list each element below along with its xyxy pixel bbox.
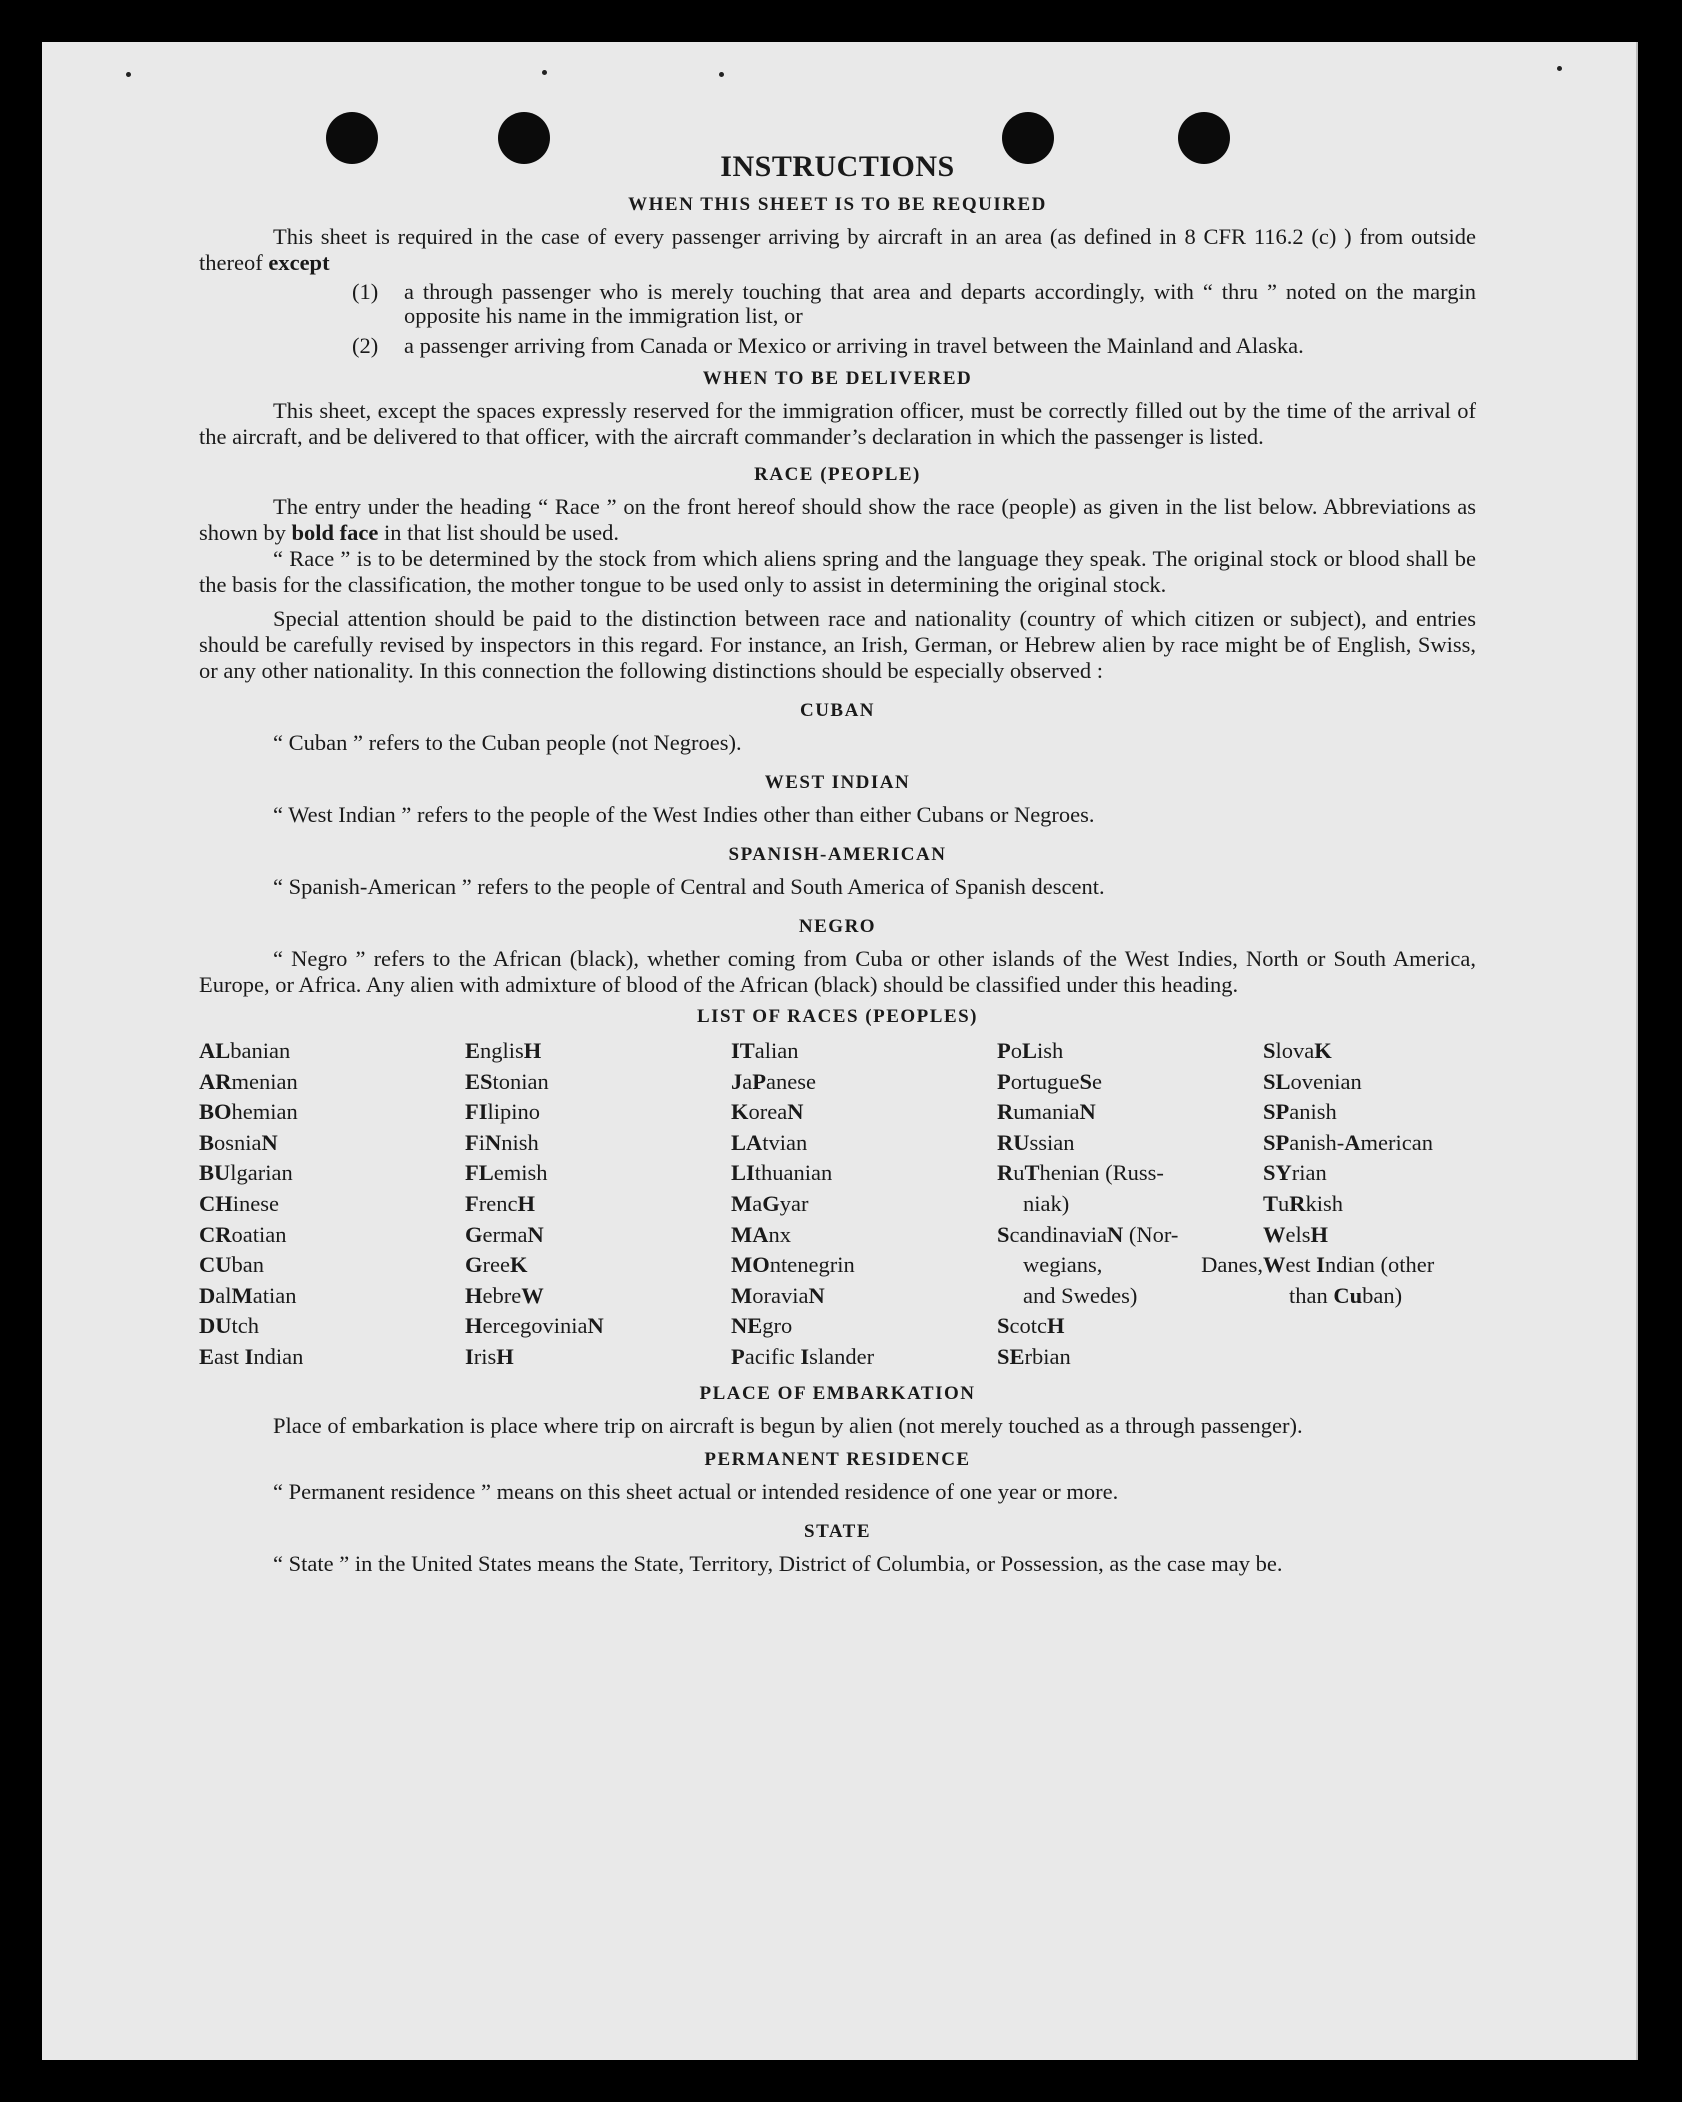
race-abbrev-bold: FL — [465, 1160, 494, 1186]
race-text: ortugue — [1010, 1068, 1080, 1094]
race-entry — [465, 1189, 731, 1220]
race-abbrev-bold: I — [244, 1343, 254, 1369]
race-abbrev-bold: E — [199, 1343, 215, 1369]
race-text: anish — [1289, 1099, 1337, 1125]
scan-speck — [1557, 66, 1562, 71]
race-abbrev-bold: W — [1263, 1221, 1286, 1247]
race-abbrev-bold: P — [752, 1068, 766, 1094]
race-abbrev-bold: F — [465, 1129, 479, 1155]
race-abbrev-bold: G — [465, 1252, 483, 1278]
section-heading-required: WHEN THIS SHEET IS TO BE REQUIRED — [628, 194, 1047, 215]
race-text: wegians, Danes, — [1023, 1252, 1263, 1278]
list-item-text: a through passenger who is merely touching that area and departs accordingly, with “ thru ” noted on the margin opposite his name in the immigration list, or — [404, 279, 1476, 328]
race-abbrev-bold: K — [509, 1252, 528, 1278]
race-text: oatian — [231, 1221, 287, 1247]
race-entry — [199, 1281, 465, 1312]
race-text: erma — [482, 1221, 528, 1247]
race-paragraph-3: Special attention should be paid to the distinction between race and nationality (country of which citizen or subject), and entries should be carefully revised by inspectors in this regard. For instance, an Irish, German, or Hebrew alien by race might be of English, Swiss, or any other nationality. In this connection the following distinctions should be especially observed : — [199, 606, 1476, 683]
race-abbrev-bold: I — [800, 1343, 810, 1369]
state-text: “ State ” in the United States means the State, Territory, District of Columbia, or Possession, as the case may be. — [273, 1550, 1283, 1576]
race-entry-continuation — [997, 1189, 1263, 1220]
race-abbrev-bold: H — [496, 1343, 514, 1369]
race-text: orea — [748, 1099, 788, 1125]
race-text: o — [1010, 1038, 1022, 1063]
spanish-american-text: “ Spanish-American ” refers to the people of Central and South America of Spanish descent. — [273, 874, 1105, 899]
race-abbrev-bold: SP — [1263, 1129, 1290, 1155]
race-entry — [199, 1250, 465, 1281]
race-abbrev-bold: M — [731, 1282, 753, 1308]
race-abbrev-bold: H — [523, 1038, 542, 1063]
race-entry — [465, 1067, 731, 1098]
race-text: ndian (other — [1324, 1252, 1435, 1278]
delivered-text: This sheet, except the spaces expressly reserved for the immigration officer, must be correctly filled out by the time of the arrival of the aircraft, and be delivered to that officer, with the aircraft commander’s declaration in which the passenger is listed. — [199, 398, 1476, 449]
race-text: renc — [478, 1190, 518, 1216]
race-abbrev-bold: B — [199, 1129, 215, 1155]
race-abbrev-bold: RU — [997, 1129, 1030, 1155]
race-text: inese — [232, 1190, 279, 1216]
race-abbrev-bold: G — [465, 1221, 483, 1247]
page-title: INSTRUCTIONS — [720, 150, 955, 183]
race-entry — [465, 1342, 731, 1373]
race-entry — [199, 1342, 465, 1373]
race-entry — [199, 1311, 465, 1342]
race-abbrev-bold: N — [485, 1129, 502, 1155]
race-text: els — [1285, 1221, 1311, 1247]
race-entry — [1263, 1189, 1476, 1220]
race-text: atian — [252, 1282, 297, 1308]
race-abbrev-bold: BO — [199, 1099, 232, 1125]
race-abbrev-bold: K — [1314, 1038, 1332, 1063]
race-text: tvian — [762, 1129, 808, 1155]
race-entry — [997, 1342, 1263, 1373]
race-abbrev-bold: ES — [465, 1068, 493, 1094]
race-text: ban) — [1362, 1282, 1403, 1308]
race-text: i — [478, 1129, 486, 1155]
race-abbrev-bold: N — [808, 1282, 825, 1308]
race-text: a — [742, 1068, 753, 1094]
race-entry — [731, 1036, 997, 1067]
race-text: slander — [809, 1343, 875, 1369]
race-text: emish — [493, 1160, 548, 1186]
race-abbrev-bold: P — [997, 1038, 1011, 1063]
embarkation-text: Place of embarkation is place where trip on aircraft is begun by alien (not merely touched as a through passenger). — [273, 1412, 1303, 1438]
race-abbrev-bold: S — [997, 1313, 1010, 1339]
negro-text: “ Negro ” refers to the African (black), whether coming from Cuba or other islands of the West Indies, North or South America, Europe, or Africa. Any alien with admixture of blood of the African (black) should be classified under this heading. — [199, 946, 1476, 997]
required-intro-bold: except — [268, 250, 330, 275]
race-text: rbian — [1024, 1343, 1071, 1369]
race-text: banian — [230, 1038, 291, 1063]
race-abbrev-bold: N — [261, 1129, 278, 1155]
race-text: ris — [473, 1343, 497, 1369]
race-text: rian — [1291, 1160, 1327, 1186]
race-entry — [1263, 1158, 1476, 1189]
race-abbrev-bold: AL — [199, 1038, 231, 1063]
race-text: ndian — [253, 1343, 304, 1369]
race-text: u — [1278, 1190, 1290, 1216]
race-column — [199, 1036, 465, 1373]
race-abbrev-bold: T — [1263, 1190, 1279, 1216]
race-column — [1263, 1036, 1476, 1373]
race-column — [731, 1036, 997, 1373]
race-entry — [997, 1036, 1263, 1067]
race-abbrev-bold: H — [465, 1313, 483, 1339]
race-abbrev-bold: I — [1316, 1252, 1325, 1278]
race-text: ebre — [482, 1282, 522, 1308]
section-heading-west-indian: WEST INDIAN — [764, 772, 911, 793]
race-entry — [199, 1036, 465, 1067]
race-p1-text-a: The entry under the heading “ Race ” on the front hereof should show the race (people) as given in the list below. Abbreviations as shown by — [199, 494, 1476, 545]
race-text: niak) — [1023, 1190, 1070, 1216]
race-entry — [997, 1158, 1263, 1189]
race-text: oravia — [752, 1282, 809, 1308]
race-abbrev-bold: H — [465, 1282, 483, 1308]
race-entry — [731, 1220, 997, 1251]
race-paragraph-1 — [199, 494, 1476, 546]
race-abbrev-bold: SL — [1263, 1068, 1291, 1094]
race-abbrev-bold: A — [1344, 1129, 1361, 1155]
race-abbrev-bold: R — [997, 1099, 1014, 1125]
list-item — [352, 334, 1476, 358]
race-text: ish — [1037, 1038, 1064, 1063]
race-p1-text-b: in that list should be used. — [384, 520, 620, 545]
race-text: al — [215, 1282, 232, 1308]
race-entry — [997, 1220, 1263, 1251]
race-abbrev-bold: H — [1047, 1313, 1065, 1339]
race-text: anish- — [1289, 1129, 1345, 1155]
race-entry — [997, 1128, 1263, 1159]
race-entry — [731, 1158, 997, 1189]
race-abbrev-bold: S — [1263, 1038, 1276, 1063]
race-text: lova — [1275, 1038, 1315, 1063]
race-entry — [465, 1250, 731, 1281]
race-text: anese — [766, 1068, 816, 1094]
section-heading-embarkation: PLACE OF EMBARKATION — [699, 1382, 976, 1404]
race-abbrev-bold: G — [762, 1190, 780, 1216]
race-entry — [465, 1128, 731, 1159]
race-text: umania — [1013, 1099, 1080, 1125]
race-abbrev-bold: LI — [731, 1160, 755, 1186]
scan-speck — [542, 70, 547, 75]
race-paragraph-2: “ Race ” is to be determined by the stock from which aliens spring and the language they speak. The original stock or blood shall be the basis for the classification, the mother tongue to be used only to assist in determining the original stock. — [199, 546, 1476, 597]
race-text: u — [1013, 1160, 1025, 1186]
race-entry-continuation — [1263, 1281, 1476, 1312]
race-abbrev-bold: Cu — [1333, 1282, 1363, 1308]
race-entry — [1263, 1220, 1476, 1251]
race-abbrev-bold: I — [465, 1343, 474, 1369]
race-abbrev-bold: P — [997, 1068, 1011, 1094]
race-abbrev-bold: K — [731, 1099, 749, 1125]
exception-list — [352, 280, 1476, 358]
race-entry — [731, 1281, 997, 1312]
race-text: yar — [779, 1190, 809, 1216]
race-entry — [1263, 1097, 1476, 1128]
required-intro — [199, 224, 1476, 276]
race-abbrev-bold: R — [1289, 1190, 1306, 1216]
race-text: than — [1289, 1282, 1334, 1308]
section-heading-list-of-races: LIST OF RACES (PEOPLES) — [696, 1006, 979, 1027]
race-text: tonian — [492, 1068, 549, 1094]
race-text: a — [752, 1190, 763, 1216]
race-entry — [1263, 1128, 1476, 1159]
race-text: e — [1092, 1068, 1102, 1094]
race-abbrev-bold: SY — [1263, 1160, 1292, 1186]
race-entry — [465, 1311, 731, 1342]
race-text: merican — [1360, 1129, 1433, 1155]
race-entry — [199, 1097, 465, 1128]
race-abbrev-bold: MO — [731, 1252, 770, 1278]
race-text: nish — [501, 1129, 539, 1155]
race-column — [997, 1036, 1263, 1373]
section-heading-cuban: CUBAN — [799, 700, 876, 721]
race-abbrev-bold: H — [1310, 1221, 1329, 1247]
race-text: ast — [214, 1343, 245, 1369]
race-entry — [731, 1097, 997, 1128]
race-entry — [1263, 1250, 1476, 1281]
race-abbrev-bold: S — [1079, 1068, 1092, 1094]
race-text: alian — [754, 1038, 799, 1063]
list-item — [352, 280, 1476, 328]
race-text: lipino — [487, 1099, 541, 1125]
race-entry — [731, 1311, 997, 1342]
section-heading-spanish-american: SPANISH-AMERICAN — [728, 844, 947, 865]
race-abbrev-bold: CU — [199, 1252, 232, 1278]
race-text: ssian — [1029, 1129, 1075, 1155]
race-entry — [997, 1097, 1263, 1128]
race-text: lgarian — [230, 1160, 293, 1186]
race-text: nx — [768, 1221, 791, 1247]
race-text: kish — [1305, 1190, 1344, 1216]
race-entry — [731, 1128, 997, 1159]
race-abbrev-bold: M — [231, 1282, 253, 1308]
race-abbrev-bold: IT — [731, 1038, 755, 1063]
required-intro-text: This sheet is required in the case of every passenger arriving by aircraft in an area (as defined in 8 CFR 116.2 (c) ) from outside thereof — [199, 224, 1476, 275]
race-abbrev-bold: W — [521, 1282, 544, 1308]
instructions-body — [199, 150, 1476, 1577]
race-entry — [731, 1342, 997, 1373]
west-indian-text: “ West Indian ” refers to the people of the West Indies other than either Cubans or Negroes. — [273, 802, 1095, 827]
race-text: thuanian — [754, 1160, 833, 1186]
race-column — [465, 1036, 731, 1373]
race-text: ntenegrin — [769, 1252, 855, 1278]
race-abbrev-bold: J — [731, 1068, 743, 1094]
race-text: (Nor- — [1123, 1221, 1179, 1247]
race-text: est — [1285, 1252, 1317, 1278]
scan-speck — [719, 72, 724, 77]
race-entry — [465, 1220, 731, 1251]
section-heading-negro: NEGRO — [798, 916, 877, 937]
race-text: gro — [762, 1313, 793, 1339]
race-entry — [997, 1311, 1263, 1342]
race-text: hemian — [231, 1099, 298, 1125]
race-text: candinavia — [1009, 1221, 1107, 1247]
race-entry — [199, 1158, 465, 1189]
race-abbrev-bold: N — [1106, 1221, 1124, 1247]
race-abbrev-bold: R — [997, 1160, 1014, 1186]
race-abbrev-bold: M — [731, 1190, 753, 1216]
race-abbrev-bold: DU — [199, 1313, 232, 1339]
race-abbrev-bold: SE — [997, 1343, 1025, 1369]
race-abbrev-bold: N — [787, 1099, 804, 1125]
race-abbrev-bold: D — [199, 1282, 216, 1308]
race-text: tch — [231, 1313, 259, 1339]
race-text: menian — [231, 1068, 298, 1094]
race-abbrev-bold: N — [587, 1313, 604, 1339]
race-abbrev-bold: P — [731, 1343, 745, 1369]
race-entry — [731, 1189, 997, 1220]
residence-text: “ Permanent residence ” means on this sheet actual or intended residence of one year or more. — [273, 1478, 1119, 1504]
race-entry — [1263, 1067, 1476, 1098]
race-abbrev-bold: E — [465, 1038, 481, 1063]
race-abbrev-bold: T — [1024, 1160, 1040, 1186]
race-text: nglis — [480, 1038, 524, 1063]
race-entry — [465, 1036, 731, 1067]
race-entry — [1263, 1036, 1476, 1067]
race-entry — [199, 1189, 465, 1220]
race-text: and Swedes) — [1023, 1282, 1138, 1308]
race-abbrev-bold: N — [1079, 1099, 1096, 1125]
race-abbrev-bold: MA — [731, 1221, 769, 1247]
race-entry — [731, 1250, 997, 1281]
race-abbrev-bold: AR — [199, 1068, 232, 1094]
list-item-number: (2) — [352, 333, 379, 358]
section-heading-race: RACE (PEOPLE) — [754, 464, 921, 485]
race-entry — [731, 1067, 997, 1098]
section-heading-residence: PERMANENT RESIDENCE — [704, 1448, 971, 1470]
list-item-number: (1) — [352, 279, 379, 304]
race-entry-continuation — [997, 1281, 1263, 1312]
race-entry — [199, 1128, 465, 1159]
race-entry — [465, 1097, 731, 1128]
race-text: ovenian — [1290, 1068, 1362, 1094]
race-text: ban — [231, 1252, 264, 1278]
race-text: acific — [744, 1343, 801, 1369]
race-abbrev-bold: NE — [731, 1313, 763, 1339]
section-heading-delivered: WHEN TO BE DELIVERED — [702, 368, 973, 389]
race-entry — [465, 1158, 731, 1189]
list-item-text: a passenger arriving from Canada or Mexico or arriving in travel between the Mainland and Alaska. — [404, 333, 1304, 358]
race-p1-bold: bold face — [291, 520, 379, 545]
race-text: ree — [482, 1252, 510, 1278]
section-heading-state: STATE — [804, 1520, 871, 1542]
race-abbrev-bold: W — [1263, 1252, 1286, 1278]
race-abbrev-bold: CH — [199, 1190, 233, 1216]
race-abbrev-bold: S — [997, 1221, 1010, 1247]
race-abbrev-bold: FI — [465, 1099, 488, 1125]
race-abbrev-bold: BU — [199, 1160, 231, 1186]
race-text: ercegovinia — [482, 1313, 588, 1339]
race-text: osnia — [214, 1129, 262, 1155]
scan-speck — [126, 72, 131, 77]
race-entry — [199, 1220, 465, 1251]
race-entry — [465, 1281, 731, 1312]
race-entry — [997, 1067, 1263, 1098]
race-abbrev-bold: H — [517, 1190, 535, 1216]
race-abbrev-bold: F — [465, 1190, 479, 1216]
race-abbrev-bold: L — [1022, 1038, 1038, 1063]
race-text: cotc — [1009, 1313, 1047, 1339]
cuban-text: “ Cuban ” refers to the Cuban people (not Negroes). — [273, 730, 742, 755]
race-abbrev-bold: CR — [199, 1221, 232, 1247]
race-text: henian (Russ- — [1039, 1160, 1164, 1186]
race-entry-continuation — [997, 1250, 1263, 1281]
race-list — [199, 1036, 1476, 1373]
race-abbrev-bold: LA — [731, 1129, 763, 1155]
race-abbrev-bold: SP — [1263, 1099, 1290, 1125]
race-abbrev-bold: N — [527, 1221, 544, 1247]
race-entry — [199, 1067, 465, 1098]
